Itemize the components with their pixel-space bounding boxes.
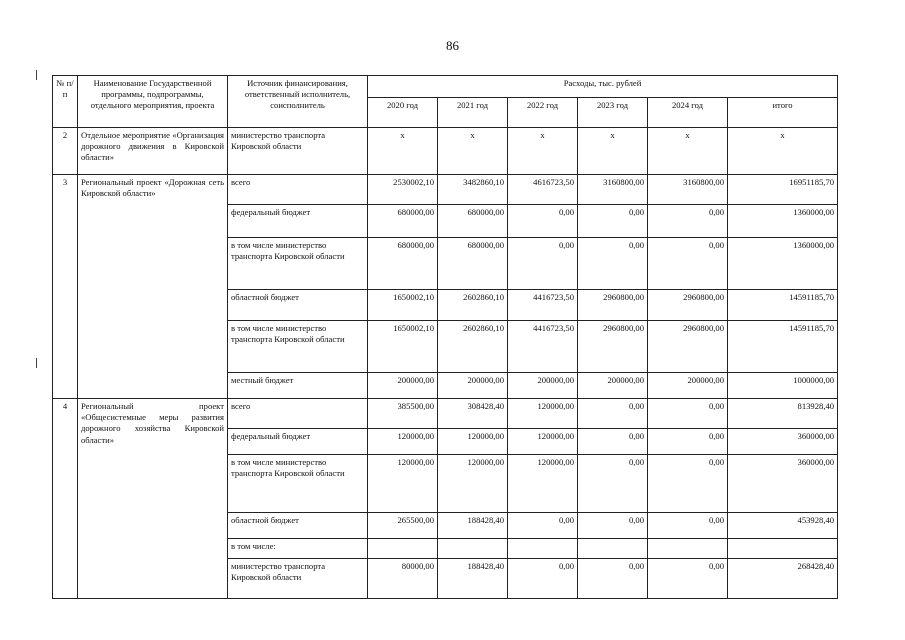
- year-value: 1650002,10: [368, 321, 438, 373]
- year-value: 0,00: [578, 399, 648, 429]
- year-value: 0,00: [578, 559, 648, 599]
- year-value: 0,00: [648, 238, 728, 290]
- year-value: 120000,00: [508, 455, 578, 513]
- header-total: итого: [728, 98, 838, 128]
- total-value: 360000,00: [728, 429, 838, 455]
- year-value: 0,00: [648, 559, 728, 599]
- year-value: 3160800,00: [648, 175, 728, 205]
- year-value: х: [438, 128, 508, 175]
- funding-source: министерство транспорта Кировской области: [228, 128, 368, 175]
- total-value: [728, 539, 838, 559]
- total-value: х: [728, 128, 838, 175]
- year-value: 308428,40: [438, 399, 508, 429]
- year-value: 3160800,00: [578, 175, 648, 205]
- table-row: [53, 128, 838, 175]
- total-value: 813928,40: [728, 399, 838, 429]
- table-row: [53, 175, 838, 205]
- year-value: 0,00: [648, 205, 728, 238]
- year-value: 2530002,10: [368, 175, 438, 205]
- year-value: 200000,00: [648, 373, 728, 399]
- year-value: 80000,00: [368, 559, 438, 599]
- budget-table: [52, 75, 838, 599]
- year-value: х: [368, 128, 438, 175]
- funding-source: местный бюджет: [228, 373, 368, 399]
- year-value: 0,00: [508, 559, 578, 599]
- funding-source: областной бюджет: [228, 513, 368, 539]
- year-value: 680000,00: [438, 238, 508, 290]
- total-value: 14591185,70: [728, 321, 838, 373]
- table-header: [53, 76, 838, 128]
- year-value: 120000,00: [368, 455, 438, 513]
- year-value: 1650002,10: [368, 290, 438, 321]
- year-value: [648, 539, 728, 559]
- header-source: Источник финансирования, ответственный исполнитель, соисполнитель: [228, 76, 368, 128]
- year-value: 0,00: [508, 238, 578, 290]
- year-value: 3482860,10: [438, 175, 508, 205]
- funding-source: всего: [228, 399, 368, 429]
- year-value: 0,00: [578, 455, 648, 513]
- year-value: 0,00: [578, 238, 648, 290]
- row-number: 4: [53, 399, 78, 599]
- year-value: х: [508, 128, 578, 175]
- table-body: [53, 128, 838, 599]
- year-value: 200000,00: [368, 373, 438, 399]
- year-value: 0,00: [648, 455, 728, 513]
- funding-source: федеральный бюджет: [228, 205, 368, 238]
- funding-source: в том числе министерство транспорта Кировской области: [228, 455, 368, 513]
- year-value: 200000,00: [508, 373, 578, 399]
- year-value: [368, 539, 438, 559]
- year-value: 200000,00: [578, 373, 648, 399]
- year-value: х: [578, 128, 648, 175]
- margin-mark: [36, 70, 37, 80]
- funding-source: министерство транспорта Кировской области: [228, 559, 368, 599]
- year-value: 120000,00: [508, 399, 578, 429]
- margin-mark: [36, 358, 37, 368]
- year-value: 120000,00: [438, 455, 508, 513]
- page-number: 86: [446, 38, 459, 53]
- row-number: 2: [53, 128, 78, 175]
- total-value: 16951185,70: [728, 175, 838, 205]
- project-name: Региональный проект «Дорожная сеть Кировской области»: [78, 175, 228, 399]
- year-value: 265500,00: [368, 513, 438, 539]
- header-year: 2021 год: [438, 98, 508, 128]
- year-value: 0,00: [508, 205, 578, 238]
- total-value: 360000,00: [728, 455, 838, 513]
- year-value: 680000,00: [368, 205, 438, 238]
- year-value: 200000,00: [438, 373, 508, 399]
- year-value: 2602860,10: [438, 290, 508, 321]
- funding-source: федеральный бюджет: [228, 429, 368, 455]
- year-value: 4416723,50: [508, 290, 578, 321]
- year-value: 0,00: [508, 513, 578, 539]
- year-value: 0,00: [648, 513, 728, 539]
- header-year: 2020 год: [368, 98, 438, 128]
- year-value: 188428,40: [438, 513, 508, 539]
- year-value: 120000,00: [438, 429, 508, 455]
- year-value: 2960800,00: [648, 321, 728, 373]
- total-value: 14591185,70: [728, 290, 838, 321]
- year-value: [578, 539, 648, 559]
- year-value: 120000,00: [508, 429, 578, 455]
- year-value: 2960800,00: [578, 321, 648, 373]
- year-value: 0,00: [648, 399, 728, 429]
- header-year: 2023 год: [578, 98, 648, 128]
- header-name: Наименование Государственной программы, подпрограммы, отдельного мероприятия, проекта: [78, 76, 228, 128]
- year-value: [508, 539, 578, 559]
- total-value: 1360000,00: [728, 238, 838, 290]
- project-name: Региональный проект «Общесистемные меры развития дорожного хозяйства Кировской области»: [78, 399, 228, 599]
- funding-source: в том числе:: [228, 539, 368, 559]
- year-value: 2960800,00: [578, 290, 648, 321]
- row-number: 3: [53, 175, 78, 399]
- project-name: Отдельное мероприятие «Организация дорожного движения в Кировской области»: [78, 128, 228, 175]
- year-value: 0,00: [578, 205, 648, 238]
- total-value: 1000000,00: [728, 373, 838, 399]
- year-value: 0,00: [578, 429, 648, 455]
- table-row: [53, 399, 838, 429]
- year-value: 2602860,10: [438, 321, 508, 373]
- year-value: 680000,00: [438, 205, 508, 238]
- header-year: 2024 год: [648, 98, 728, 128]
- year-value: 120000,00: [368, 429, 438, 455]
- header-year: 2022 год: [508, 98, 578, 128]
- funding-source: в том числе министерство транспорта Кировской области: [228, 321, 368, 373]
- year-value: 2960800,00: [648, 290, 728, 321]
- year-value: 680000,00: [368, 238, 438, 290]
- total-value: 268428,40: [728, 559, 838, 599]
- year-value: 0,00: [648, 429, 728, 455]
- year-value: 0,00: [578, 513, 648, 539]
- total-value: 453928,40: [728, 513, 838, 539]
- year-value: 188428,40: [438, 559, 508, 599]
- year-value: х: [648, 128, 728, 175]
- header-expenses: Расходы, тыс. рублей: [368, 76, 838, 98]
- year-value: 385500,00: [368, 399, 438, 429]
- funding-source: областной бюджет: [228, 290, 368, 321]
- year-value: 4616723,50: [508, 175, 578, 205]
- header-number: № п/п: [53, 76, 78, 128]
- funding-source: в том числе министерство транспорта Кировской области: [228, 238, 368, 290]
- funding-source: всего: [228, 175, 368, 205]
- year-value: 4416723,50: [508, 321, 578, 373]
- total-value: 1360000,00: [728, 205, 838, 238]
- year-value: [438, 539, 508, 559]
